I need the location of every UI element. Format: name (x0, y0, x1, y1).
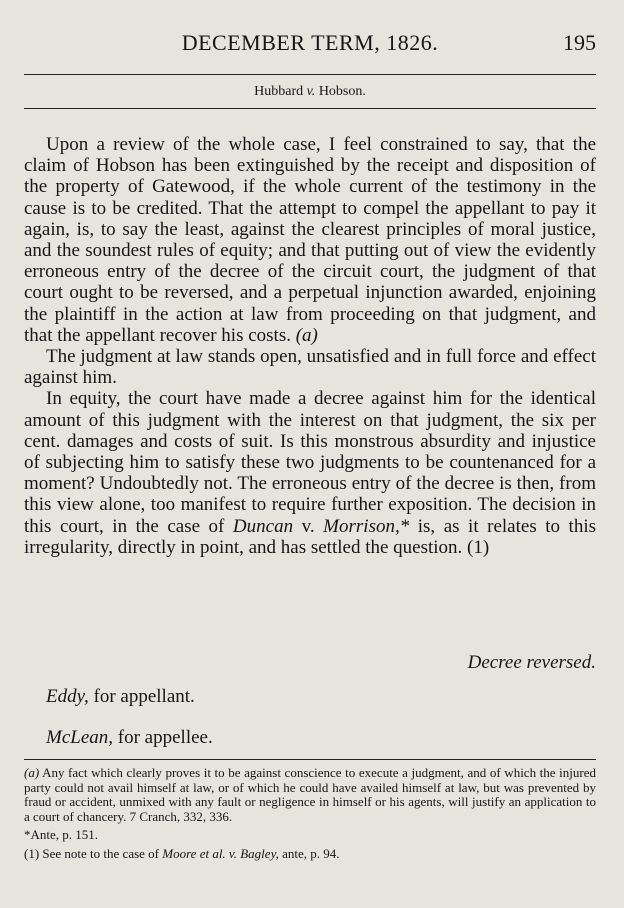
paragraph-review: Upon a review of the whole case, I feel constrained to say, that the claim of Hobson has been extinguished by the receipt and disposition of the property of Gatewood, if the whole current of the testimony in the cause is to be credited. That the attempt to compel the appellant to pay it again, is, to say the least, against the clearest principles of moral justice, and the soundest rules of equity; and that putting out of view the evidently erroneous entry of the decree of the circuit court, the judgment of that court ought to be reversed, and a perpetual injunction awarded, enjoining the plaintiff in the action at law from proceeding on that judgment, and that the appellant recover his costs. (a) (24, 134, 596, 346)
counsel-appellant: Eddy, for appellant. (46, 686, 195, 707)
case-title: Hubbard v. Hobson. (254, 84, 366, 99)
footnote-1: (1) See note to the case of Moore et al. v. Bagley, ante, p. 94. (24, 845, 340, 861)
case-title-rule (24, 108, 596, 109)
header-rule (24, 74, 596, 75)
paragraph-judgment: The judgment at law stands open, unsatisfied and in full force and effect against him. (24, 346, 596, 389)
counsel-appellee: McLean, for appellee. (46, 727, 213, 748)
paragraph-equity: In equity, the court have made a decree against him for the identical amount of this judgment with the interest on that judgment, the six per cent. damages and costs of suit. Is this monstrous absurdity and injustice of subjecting him to satisfy these two judgments to be countenanced for a moment? Undoubtedly not. The erroneous entry of the decree is then, from this view alone, too manifest to require further exposition. The decision in this court, in the case of Duncan v. Morrison,* is, as it relates to this irregularity, directly in point, and has settled the question. (1) (24, 388, 597, 558)
running-head: DECEMBER TERM, 1826. (181, 30, 439, 55)
footnote-a: (a) Any fact which clearly proves it to be against conscience to execute a judgment, and of which the injured party could not avail himself at law, or of which he could have availed himself at law, but was prevented by fraud or accident, unmixed with any fault or negligence in himself or his agents, will justify an application to a court of chancery. 7 Cranch, 332, 336. (24, 765, 596, 824)
verdict: Decree reversed. (467, 652, 596, 673)
page-header (24, 30, 596, 60)
opinion-text (24, 134, 596, 558)
footnote-ref-a: (a) (295, 324, 318, 346)
footnote-star: *Ante, p. 151. (24, 827, 99, 842)
footnotes (24, 766, 596, 865)
footnote-rule (24, 759, 596, 760)
page-number: 195 (563, 30, 596, 55)
